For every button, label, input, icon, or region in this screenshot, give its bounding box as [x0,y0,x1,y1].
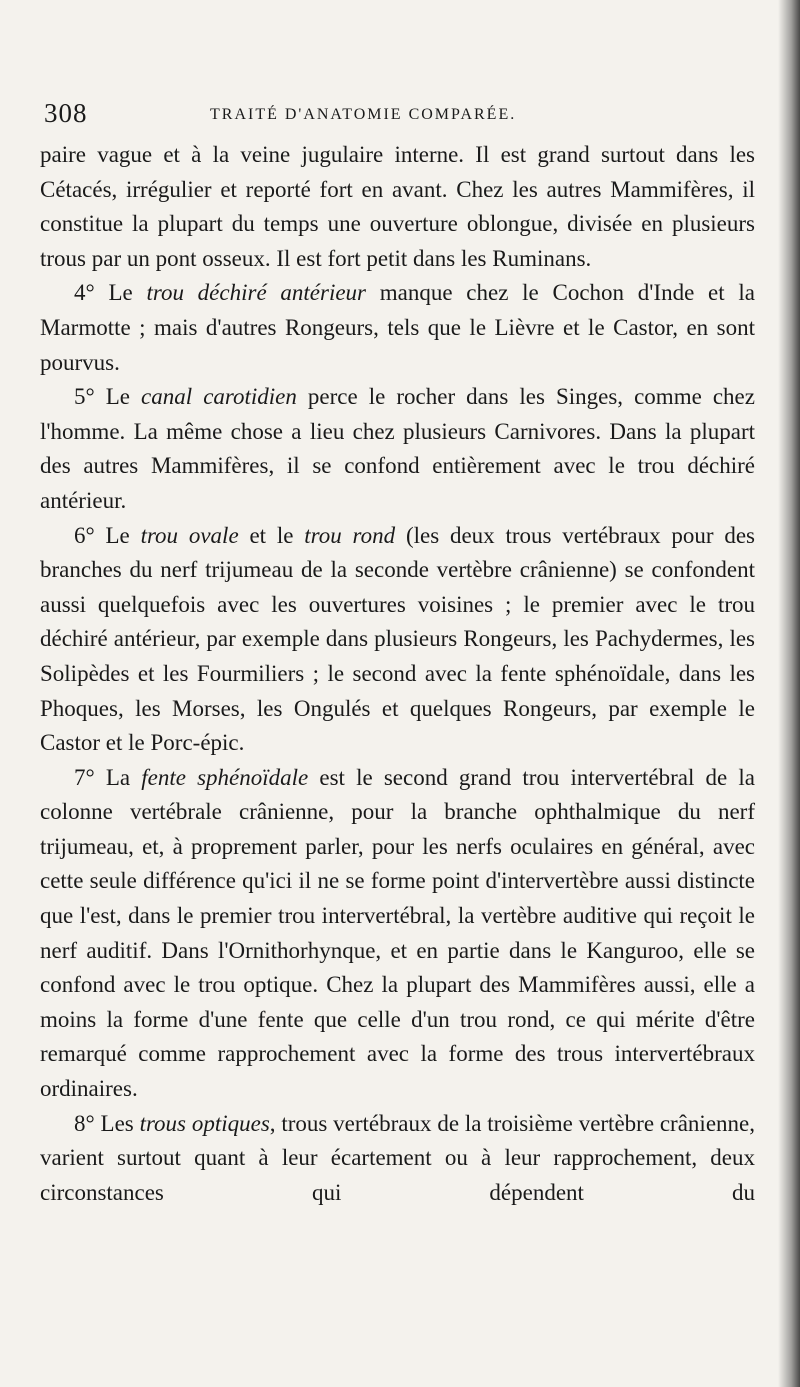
text-run: manque chez le Cochon d'Inde et la Marmotte ; mais d'autres Rongeurs, tels que le Lièvre et le Castor, en sont pourvus. [40,280,755,375]
text-run: 4° Le [74,280,147,306]
text-run: perce le rocher dans les Singes, comme chez l'homme. La même chose a lieu chez plusieurs Carnivores. Dans la plupart des autres Mammifères, il se confond entièrement avec le trou déchiré antérieur. [40,384,755,513]
paragraph-p7 [40,761,755,1107]
text-run: est le second grand trou intervertébral de la colonne vertébrale crânienne, pour la branche ophthalmique du nerf trijumeau, et, à proprement parler, pour les nerfs oculaires en général, avec cette seule différence qu'ici il ne se forme point d'intervertèbre aussi distincte que l'est, dans le premier trou intervertébral, la vertèbre auditive qui reçoit le nerf auditif. Dans l'Ornithorhynque, et en partie dans le Kanguroo, elle se confond avec le trou optique. Chez la plupart des Mammifères aussi, elle a moins la forme d'une fente que celle d'un trou rond, ce qui mérite d'être remarqué comme rapprochement avec la forme des trous intervertébraux ordinaires. [40,764,755,1102]
paragraph-p5 [40,380,755,518]
paragraph-p6 [40,519,755,761]
body-text [40,138,755,1210]
page-header [44,98,754,132]
text-run: 5° Le [74,384,142,410]
italic-term: fente sphénoïdale [141,764,309,790]
text-run: 6° Le [74,522,141,548]
text-run: , trous vertébraux de la troisième vertèbre crânienne, varient surtout quant à leur écartement ou à leur rapprochement, deux circonstances qui dépendent du [40,1110,755,1205]
paragraph-p8 [40,1107,755,1211]
italic-term: canal carotidien [141,384,297,410]
text-run: 7° La [74,764,142,790]
page-edge-shadow [778,0,800,1387]
paragraph-p4 [40,276,755,380]
italic-term: trous optiques [139,1110,270,1136]
text-run: 8° Les [74,1110,140,1136]
italic-term: trou rond [304,522,396,548]
page-number: 308 [44,98,88,128]
text-run: paire vague et à la veine jugulaire interne. Il est grand surtout dans les Cétacés, irrégulier et reporté fort en avant. Chez les autres Mammifères, il constitue la plupart du temps une ouverture oblongue, divisée en plusieurs trous par un pont osseux. Il est fort petit dans les Ruminans. [40,142,755,271]
italic-term: trou ovale [140,522,239,548]
running-head: TRAITÉ D'ANATOMIE COMPARÉE. [210,106,517,123]
italic-term: trou déchiré antérieur [146,280,366,306]
paragraph-p0 [40,138,755,276]
text-run: (les deux trous vertébraux pour des branches du nerf trijumeau de la seconde vertèbre crânienne) se confondent aussi quelquefois avec les ouvertures voisines ; le premier avec le trou déchiré antérieur, par exemple dans plusieurs Rongeurs, les Pachydermes, les Solipèdes et les Fourmiliers ; le second avec la fente sphénoïdale, dans les Phoques, les Morses, les Ongulés et quelques Rongeurs, par exemple le Castor et le Porc-épic. [40,522,755,756]
text-run: et le [238,522,305,548]
